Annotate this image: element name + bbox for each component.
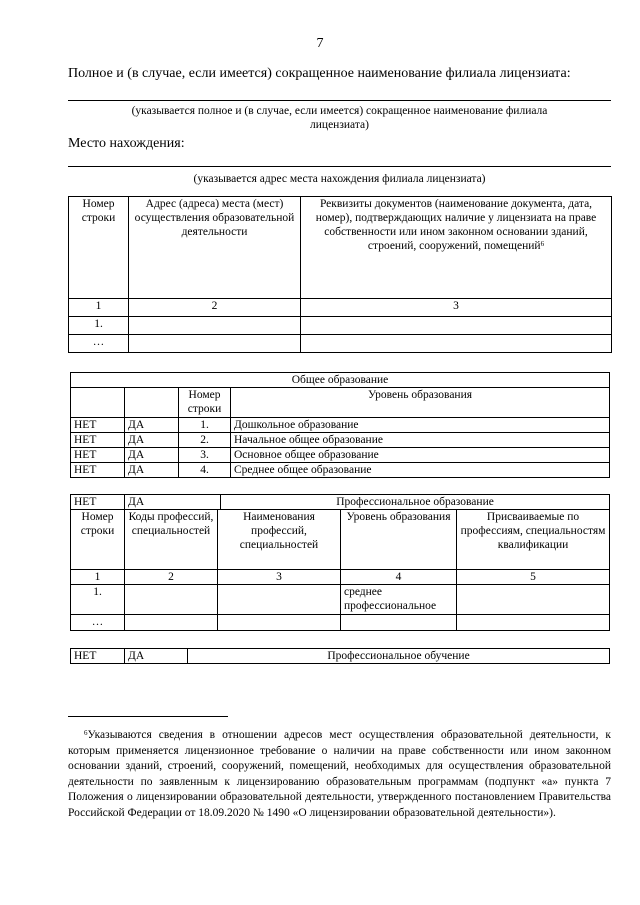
prof-header-qualifications: Присваиваемые по профессиям, специальностям квалификации [457, 510, 610, 570]
prof-colnum: 1 [71, 570, 125, 585]
prof-header-codes: Коды профессий, специальностей [125, 510, 218, 570]
professional-education-table [70, 494, 610, 631]
location-hint: (указывается адрес места нахождения филиала лицензиата) [193, 173, 486, 185]
no-option[interactable]: НЕТ [71, 433, 125, 448]
row-number: 2. [179, 433, 231, 448]
table-row [71, 463, 610, 478]
yes-option[interactable]: ДА [125, 448, 179, 463]
education-level: Основное общее образование [231, 448, 610, 463]
address-header-docs [301, 197, 612, 299]
prof-header-names: Наименования профессий, специальностей [218, 510, 341, 570]
prof-cell [218, 615, 341, 631]
address-header-row-no: Номер строки [69, 197, 129, 299]
prof-cell [125, 585, 218, 615]
footnote-separator [68, 716, 228, 717]
address-table [68, 196, 612, 353]
prof-cell: … [71, 615, 125, 631]
prof-header-row-no: Номер строки [71, 510, 125, 570]
address-colnum: 1 [69, 299, 129, 317]
education-level: Дошкольное образование [231, 418, 610, 433]
education-level: Среднее общее образование [231, 463, 610, 478]
table-row [69, 335, 612, 353]
general-education-row-no-header: Номер строки [179, 388, 231, 418]
address-colnum: 2 [129, 299, 301, 317]
no-option[interactable]: НЕТ [71, 418, 125, 433]
page-number: 7 [316, 36, 324, 51]
branch-name-hint-line2: лицензиата) [310, 119, 369, 131]
professional-training-title: Профессиональное обучение [188, 649, 610, 664]
address-cell [129, 335, 301, 353]
education-level: Начальное общее образование [231, 433, 610, 448]
branch-name-hint-line1: (указывается полное и (в случае, если имеется) сокращенное наименование филиала [131, 105, 548, 117]
prof-header-level: Уровень образования [341, 510, 457, 570]
row-number: 3. [179, 448, 231, 463]
professional-education-title: Профессиональное образование [336, 496, 494, 508]
professional-training-table [70, 648, 610, 664]
prof-cell [125, 615, 218, 631]
prof-cell [457, 585, 610, 615]
yes-option[interactable]: ДА [125, 418, 179, 433]
no-option[interactable]: НЕТ [71, 463, 125, 478]
prof-cell: 1. [71, 585, 125, 615]
prof-colnum: 2 [125, 570, 218, 585]
prof-cell [341, 615, 457, 631]
yes-option[interactable]: ДА [125, 463, 179, 478]
footnote-marker: 6 [84, 729, 88, 737]
table-row [71, 433, 610, 448]
yes-option[interactable]: ДА [125, 495, 221, 509]
branch-name-heading: Полное и (в случае, если имеется) сокращенное наименование филиала лицензиата: [68, 66, 571, 81]
no-option[interactable]: НЕТ [71, 649, 125, 664]
branch-name-hint [68, 104, 611, 132]
address-header-docs-text: Реквизиты документов (наименование документа, дата, номер), подтверждающих наличие у лицензиата на праве собственности или ином законном основании зданий, строений, сооружений, помещений [315, 198, 597, 252]
location-heading: Место нахождения: [68, 136, 185, 151]
table-row [71, 615, 610, 631]
yes-option[interactable]: ДА [125, 649, 188, 664]
address-header-address: Адрес (адреса) места (мест) осуществления образовательной деятельности [129, 197, 301, 299]
table-row [69, 317, 612, 335]
location-line [68, 166, 611, 167]
table-row [71, 585, 610, 615]
general-education-title: Общее образование [71, 373, 610, 388]
prof-colnum: 3 [218, 570, 341, 585]
prof-cell [457, 615, 610, 631]
prof-cell: среднее профессиональное [341, 585, 457, 615]
footnote-ref: 6 [540, 240, 545, 248]
no-option[interactable]: НЕТ [71, 495, 125, 510]
address-cell: 1. [69, 317, 129, 335]
address-cell [301, 317, 612, 335]
prof-cell [218, 585, 341, 615]
table-row [71, 448, 610, 463]
no-option[interactable]: НЕТ [71, 448, 125, 463]
prof-colnum: 4 [341, 570, 457, 585]
row-number: 1. [179, 418, 231, 433]
address-cell: … [69, 335, 129, 353]
footnote [68, 728, 611, 821]
address-cell [301, 335, 612, 353]
address-colnum: 3 [301, 299, 612, 317]
general-education-level-header: Уровень образования [231, 388, 610, 418]
row-number: 4. [179, 463, 231, 478]
footnote-text: Указываются сведения в отношении адресов мест осуществления образовательной деятельности, к которым применяется лицензионное требование о наличии на праве собственности или ином законном основании зданий, строений, сооружений, помещений, необходимых для осуществления образовательной деятельности по заявленным к лицензированию образовательным программам (подпункт «а» пункта 7 Положения о лицензировании образовательной деятельности, утвержденного постановлением Правительства Российской Федерации от 18.09.2020 № 1490 «О лицензировании образовательной деятельности»). [68, 729, 611, 819]
prof-colnum: 5 [457, 570, 610, 585]
branch-name-line [68, 100, 611, 101]
general-education-table [70, 372, 610, 478]
yes-option[interactable]: ДА [125, 433, 179, 448]
address-cell [129, 317, 301, 335]
table-row [71, 418, 610, 433]
